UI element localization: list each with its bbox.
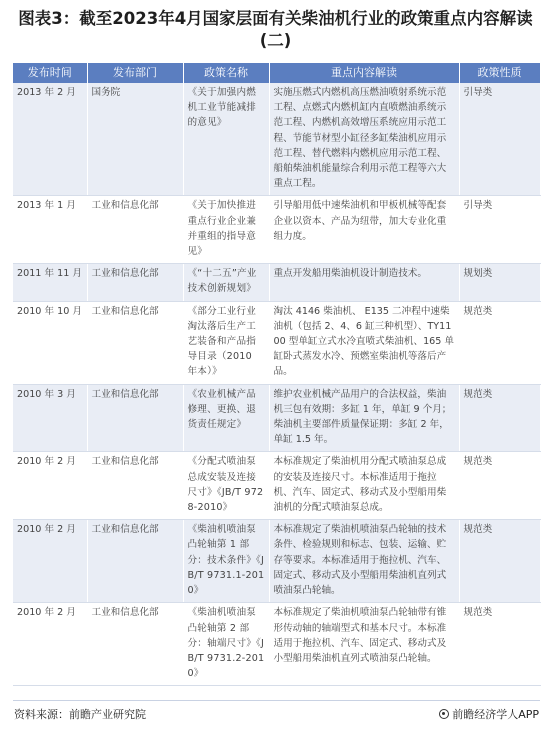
cell-dept: 工业和信息化部 xyxy=(87,264,183,301)
cell-content: 实施压燃式内燃机高压燃油喷射系统示范工程、点燃式内燃机缸内直喷燃油系统示范工程、内燃机高效增压系统应用示范工程、节能节材型小缸径多缸柴油机应用示范工程、替代燃料内燃机应用示范工程、船舶柴油机能量综合利用示范工程等六大重点工程。 xyxy=(269,83,459,196)
table-row xyxy=(13,384,540,452)
footer xyxy=(14,706,539,722)
cell-policy-name: 《“十二五”产业技术创新规划》 xyxy=(183,264,269,301)
cell-dept: 国务院 xyxy=(87,83,183,196)
brand-credit xyxy=(439,706,539,722)
cell-type: 规范类 xyxy=(459,520,540,603)
cell-policy-name: 《关于加快推进重点行业企业兼并重组的指导意见》 xyxy=(183,196,269,264)
brand-name: 前瞻经济学人APP xyxy=(452,708,539,721)
cell-content: 淘汰 4146 柴油机、 E135 二冲程中速柴油机（包括 2、4、6 缸三种机型）、TY1100 型单缸立式水冷直喷式柴油机、165 单缸卧式蒸发水冷、预燃室柴油机等落后产品。 xyxy=(269,301,459,384)
circle-logo-icon xyxy=(439,709,449,719)
cell-date: 2010 年 3 月 xyxy=(13,384,87,452)
cell-type: 引导类 xyxy=(459,196,540,264)
cell-dept: 工业和信息化部 xyxy=(87,452,183,520)
cell-content: 引导船用低中速柴油机和甲板机械等配套企业以资本、产品为纽带，加大专业化重组力度。 xyxy=(269,196,459,264)
cell-policy-name: 《农业机械产品修理、更换、退货责任规定》 xyxy=(183,384,269,452)
cell-content: 本标准规定了柴油机喷油泵凸轮轴的技术条件、检验规则和标志、包装、运输、贮存等要求。本标准适用于拖拉机、汽车、固定式、移动式及小型船用柴油机直列式喷油泵凸轮轴。 xyxy=(269,520,459,603)
table-row xyxy=(13,264,540,301)
column-header-date: 发布时间 xyxy=(13,63,87,83)
cell-type: 规范类 xyxy=(459,301,540,384)
cell-policy-name: 《柴油机喷油泵凸轮轴第 2 部分：轴端尺寸》《JB/T 9731.2-2010》 xyxy=(183,603,269,686)
cell-dept: 工业和信息化部 xyxy=(87,603,183,686)
cell-dept: 工业和信息化部 xyxy=(87,520,183,603)
cell-dept: 工业和信息化部 xyxy=(87,384,183,452)
cell-date: 2010 年 2 月 xyxy=(13,520,87,603)
cell-date: 2010 年 2 月 xyxy=(13,452,87,520)
cell-date: 2010 年 2 月 xyxy=(13,603,87,686)
cell-content: 维护农业机械产品用户的合法权益，柴油机三包有效期：多缸 1 年，单缸 9 个月；柴油机主要部件质量保证期：多缸 2 年，单缸 1.5 年。 xyxy=(269,384,459,452)
policy-table xyxy=(13,63,541,686)
cell-date: 2011 年 11 月 xyxy=(13,264,87,301)
cell-type: 规范类 xyxy=(459,384,540,452)
column-header-dept: 发布部门 xyxy=(87,63,183,83)
source-note: 资料来源：前瞻产业研究院 xyxy=(14,708,146,721)
cell-policy-name: 《关于加强内燃机工业节能减排的意见》 xyxy=(183,83,269,196)
table-row xyxy=(13,452,540,520)
cell-type: 规范类 xyxy=(459,452,540,520)
table-row xyxy=(13,520,540,603)
cell-content: 本标准规定了柴油机用分配式喷油泵总成的安装及连接尺寸。本标准适用于拖拉机、汽车、固定式、移动式及小型船用柴油机的分配式喷油泵总成。 xyxy=(269,452,459,520)
table-header-row xyxy=(13,63,540,83)
table-row xyxy=(13,603,540,686)
footer-divider xyxy=(13,700,540,701)
page-title: 图表3：截至2023年4月国家层面有关柴油机行业的政策重点内容解读(二) xyxy=(18,9,533,50)
table-row xyxy=(13,301,540,384)
cell-policy-name: 《柴油机喷油泵凸轮轴第 1 部分：技术条件》《JB/T 9731.1-2010》 xyxy=(183,520,269,603)
cell-content: 本标准规定了柴油机喷油泵凸轮轴带有锥形传动轴的轴端型式和基本尺寸。本标准适用于拖拉机、汽车、固定式、移动式及小型船用柴油机直列式喷油泵凸轮轴。 xyxy=(269,603,459,686)
cell-date: 2013 年 2 月 xyxy=(13,83,87,196)
table-row xyxy=(13,196,540,264)
cell-policy-name: 《部分工业行业淘汰落后生产工艺装备和产品指导目录（2010 年本）》 xyxy=(183,301,269,384)
cell-content: 重点开发船用柴油机设计制造技术。 xyxy=(269,264,459,301)
cell-date: 2010 年 10 月 xyxy=(13,301,87,384)
cell-dept: 工业和信息化部 xyxy=(87,196,183,264)
cell-policy-name: 《分配式喷油泵总成安装及连接尺寸》《JB/T 9728-2010》 xyxy=(183,452,269,520)
cell-date: 2013 年 1 月 xyxy=(13,196,87,264)
cell-type: 规范类 xyxy=(459,603,540,686)
column-header-name: 政策名称 xyxy=(183,63,269,83)
cell-type: 规划类 xyxy=(459,264,540,301)
cell-dept: 工业和信息化部 xyxy=(87,301,183,384)
cell-type: 引导类 xyxy=(459,83,540,196)
column-header-type: 政策性质 xyxy=(459,63,540,83)
column-header-content: 重点内容解读 xyxy=(269,63,459,83)
table-row xyxy=(13,83,540,196)
